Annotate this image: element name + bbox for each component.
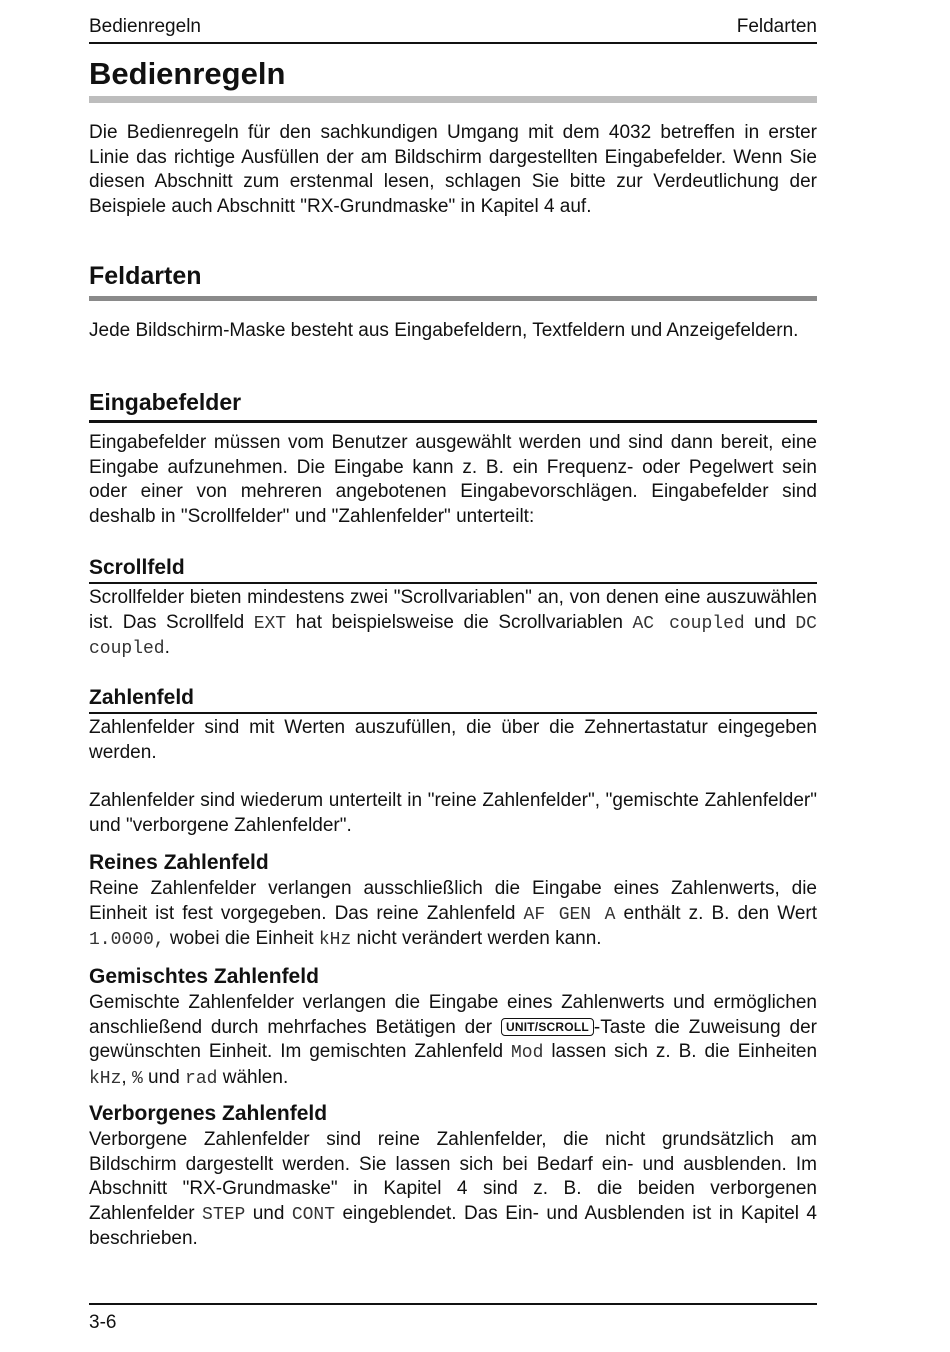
subsection-heading-verborgenes-zahlenfeld: Verborgenes Zahlenfeld — [89, 1102, 328, 1125]
code-step: STEP — [202, 1204, 246, 1225]
subsection-underline-scrollfeld — [89, 582, 817, 584]
code-rad: rad — [185, 1068, 218, 1089]
subsection-heading-zahlenfeld: Zahlenfeld — [89, 686, 195, 709]
code-dc-coupled: DC coupled — [89, 613, 817, 660]
section-underline-feldarten — [89, 296, 817, 301]
code-percent: % — [131, 1068, 143, 1089]
section-underline-eingabefelder — [89, 420, 817, 423]
code-khz: kHz — [318, 930, 352, 951]
code-value: 1.0000, — [89, 930, 165, 951]
subsection-heading-reines-zahlenfeld: Reines Zahlenfeld — [89, 851, 269, 874]
unit-scroll-key: UNIT/SCROLL — [501, 1018, 594, 1036]
header-right: Feldarten — [736, 16, 817, 37]
section-heading-feldarten: Feldarten — [89, 262, 202, 290]
subsection-heading-gemischtes-zahlenfeld: Gemischtes Zahlenfeld — [89, 965, 319, 988]
intro-paragraph: Die Bedienregeln für den sachkundigen Umgang mit dem 4032 betreffen in erster Linie das richtige Ausfüllen der am Bildschirm dargestellten Eingabefelder. Wenn Sie diesen Abschnitt zum erstenmal lesen, schlagen Sie bitte zur Verdeutlichung der Beispiele auch Abschnitt "RX-Grundmaske" in Kapitel 4 auf. — [89, 122, 817, 217]
code-ext: EXT — [253, 613, 287, 634]
verborgenes-paragraph: Verborgene Zahlenfelder sind reine Zahlenfelder, die nicht grundsätzlich am Bildschirm dargestellt werden. Sie lassen sich bei Bedarf ein- und ausblenden. Im Abschnitt "RX-Grundmaske" in Kapitel 4 sind z. B. die beiden verborgenen Zahlenfelder STEP und CONT eingeblendet. Das Ein- und Ausblenden ist in Kapitel 4 beschrieben. — [89, 1129, 817, 1250]
code-mod: Mod — [511, 1043, 544, 1064]
gemischtes-paragraph: Gemischte Zahlenfelder verlangen die Eingabe eines Zahlenwerts und ermöglichen anschließend durch mehrfaches Betätigen der UNIT/SCROLL -Taste die Zuweisung der gewünschten Einheit. Im gemischten Zahlenfeld Mod lassen sich z. B. die Einheiten kHz, % und rad wählen. — [89, 992, 818, 1089]
page-number: 3-6 — [89, 1312, 117, 1333]
eingabefelder-paragraph: Eingabefelder müssen vom Benutzer ausgewählt werden und sind dann bereit, eine Eingabe aufzunehmen. Die Eingabe kann z. B. ein Frequenz- oder Pegelwert sein oder einer von mehreren angebotenen Eingabevorschlägen. Eingabefelder sind deshalb in "Scrollfelder" und "Zahlenfelder" unterteilt: — [89, 432, 817, 527]
reines-paragraph: Reine Zahlenfelder verlangen ausschließlich die Eingabe eines Zahlenwerts, die Einheit ist fest vorgegeben. Das reine Zahlenfeld AF GEN A enthält z. B. den Wert 1.0000, wobei die Einheit kHz nicht verändert werden kann. — [89, 878, 817, 951]
page-title: Bedienregeln — [89, 56, 286, 91]
code-khz-unit: kHz — [89, 1068, 122, 1089]
code-af-gen-a: AF GEN A — [523, 904, 616, 925]
title-underline — [89, 96, 817, 103]
subsection-heading-scrollfeld: Scrollfeld — [89, 556, 185, 579]
code-cont: CONT — [291, 1204, 336, 1225]
feldarten-paragraph: Jede Bildschirm-Maske besteht aus Eingabefeldern, Textfeldern und Anzeigefeldern. — [89, 320, 799, 341]
section-heading-eingabefelder: Eingabefelder — [89, 389, 242, 415]
running-header — [89, 10, 817, 44]
zahlenfeld-paragraph-2: Zahlenfelder sind wiederum unterteilt in "reine Zahlenfelder", "gemischte Zahlenfelder" und "verborgene Zahlenfelder". — [89, 790, 817, 836]
footer-rule — [89, 1303, 817, 1305]
subsection-underline-zahlenfeld — [89, 712, 817, 714]
zahlenfeld-paragraph-1: Zahlenfelder sind mit Werten auszufüllen, die über die Zehnertastatur eingegeben werden. — [89, 717, 817, 763]
scrollfeld-paragraph: Scrollfelder bieten mindestens zwei "Scrollvariablen" an, von denen eine auszuwählen ist. Das Scrollfeld EXT hat beispielsweise die Scrollvariablen AC coupled und DC coupled. — [89, 587, 817, 660]
code-ac-coupled: AC coupled — [632, 613, 745, 634]
header-left: Bedienregeln — [89, 16, 201, 37]
